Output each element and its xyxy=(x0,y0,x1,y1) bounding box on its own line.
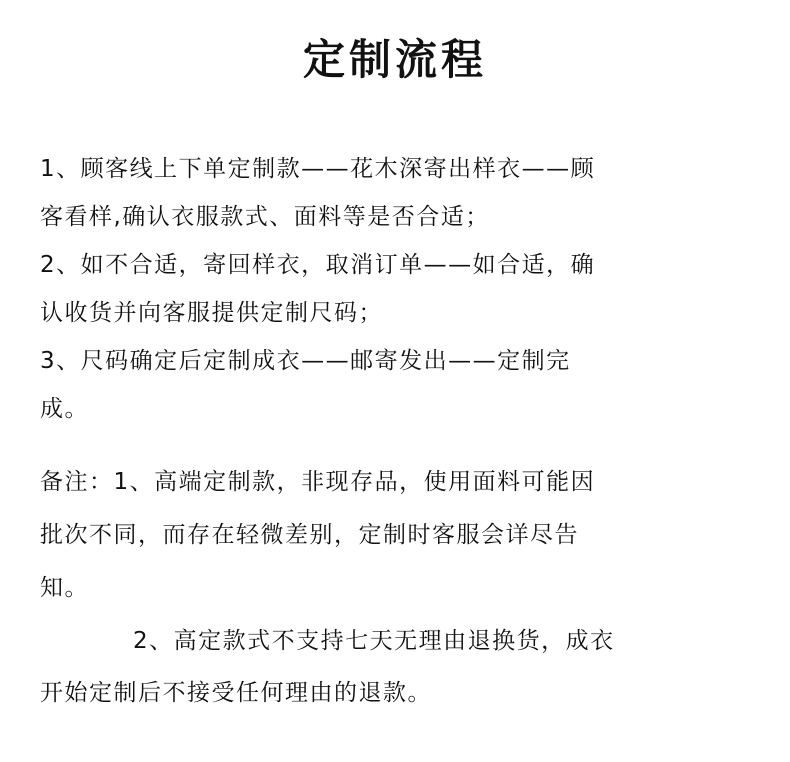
note-1-line-3: 知。 xyxy=(40,575,89,601)
note-1-line-1: 备注：1、高端定制款，非现存品，使用面料可能因 xyxy=(40,469,596,495)
process-step-2-line-2: 认收货并向客服提供定制尺码； xyxy=(40,300,383,326)
note-1-line-2: 批次不同，而存在轻微差别，定制时客服会详尽告 xyxy=(40,522,579,548)
note-2-line-2: 开始定制后不接受任何理由的退款。 xyxy=(40,680,432,706)
process-step-1-line-1: 1、顾客线上下单定制款——花木深寄出样衣——顾 xyxy=(40,156,596,182)
process-step-3-line-1: 3、尺码确定后定制成衣——邮寄发出——定制完 xyxy=(40,348,571,374)
process-step-3-line-2: 成。 xyxy=(40,396,89,422)
process-step-1-line-2: 客看样,确认衣服款式、面料等是否合适； xyxy=(40,204,490,230)
process-step-2-line-1: 2、如不合适，寄回样衣，取消订单——如合适，确 xyxy=(40,252,596,278)
page-title: 定制流程 xyxy=(302,35,487,84)
note-2-line-1: 2、高定款式不支持七天无理由退换货，成衣 xyxy=(133,628,615,654)
